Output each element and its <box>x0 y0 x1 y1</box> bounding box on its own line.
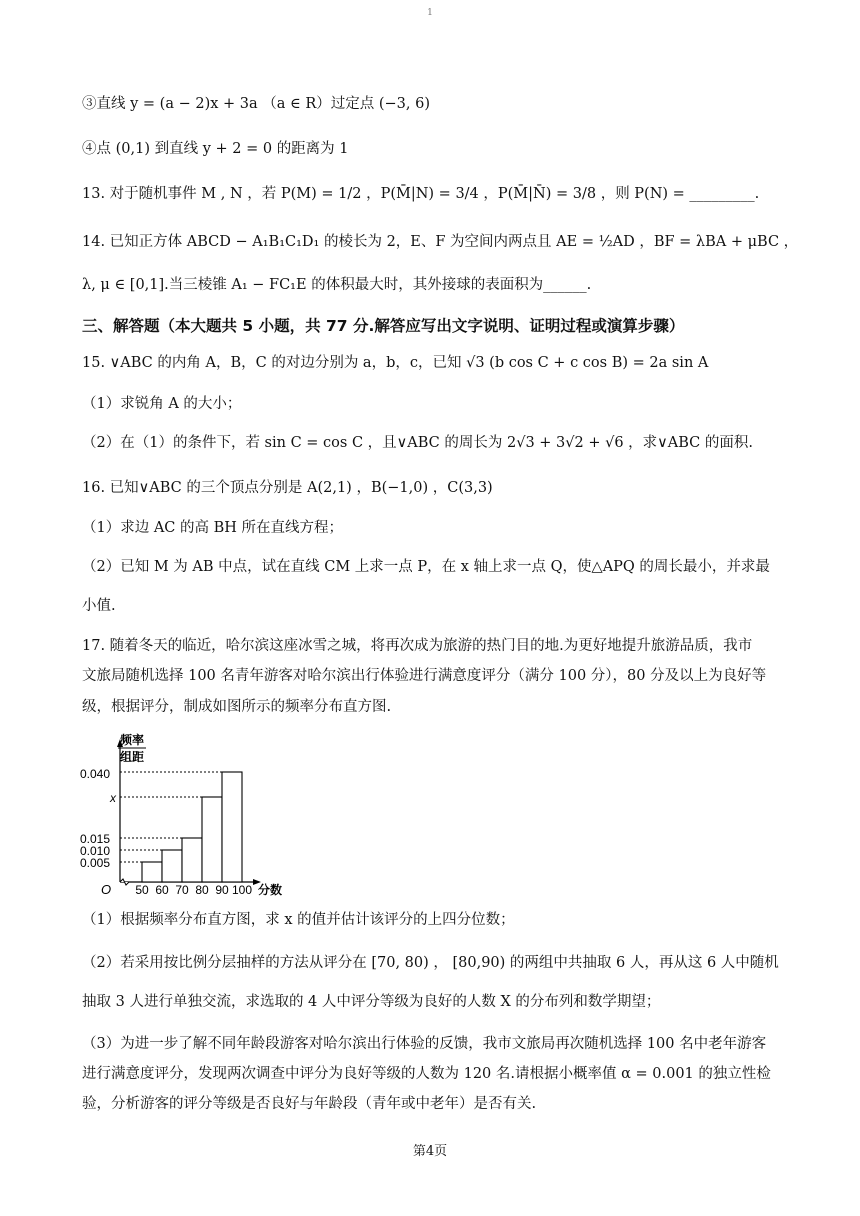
section-heading: 三、解答题（本大题共 5 小题，共 77 分.解答应写出文字说明、证明过程或演算步骤） <box>82 317 685 335</box>
question-17-part-2: （2）若采用按比例分层抽样的方法从评分在 [70, 80) ， [80,90) 的两组中共抽取 6 人，再从这 6 人中随机 <box>82 955 779 971</box>
statement-3: ③直线 y = (a − 2)x + 3a （a ∈ R）过定点 (−3, 6) <box>82 96 430 112</box>
question-15-part-1: （1）求锐角 A 的大小； <box>82 396 242 412</box>
bar-70-80 <box>182 838 202 882</box>
question-17-part-1: （1）根据频率分布直方图，求 x 的值并估计该评分的上四分位数； <box>82 912 515 928</box>
page-marker: 1 <box>427 8 433 18</box>
ytick-label-x: x <box>110 791 116 805</box>
xlabel: 分数 <box>257 883 283 897</box>
ytick-label-0.040: 0.040 <box>80 767 110 781</box>
question-17-line-3: 级，根据评分，制成如图所示的频率分布直方图. <box>82 699 392 715</box>
xtick-label-70: 70 <box>175 883 189 897</box>
origin-label: O <box>100 882 112 897</box>
ylabel-top: 频率 <box>119 733 145 747</box>
question-17-line-1: 17. 随着冬天的临近，哈尔滨这座冰雪之城，将再次成为旅游的热门目的地.为更好地提升旅游品质，我市 <box>82 638 753 654</box>
frequency-histogram <box>80 730 300 900</box>
question-17-part-3-cont-2: 验，分析游客的评分等级是否良好与年龄段（青年或中老年）是否有关. <box>82 1096 537 1112</box>
question-17-part-2-cont: 抽取 3 人进行单独交流，求选取的 4 人中评分等级为良好的人数 X 的分布列和数学期望； <box>82 994 661 1010</box>
bar-50-60 <box>142 862 162 882</box>
question-17-part-3: （3）为进一步了解不同年龄段游客对哈尔滨出行体验的反馈，我市文旅局再次随机选择 100 名中老年游客 <box>82 1036 767 1052</box>
xtick-label-50: 50 <box>135 883 149 897</box>
axis-break <box>120 879 129 885</box>
question-17-line-2: 文旅局随机选择 100 名青年游客对哈尔滨出行体验进行满意度评分（满分 100 分），80 分及以上为良好等 <box>82 668 767 684</box>
question-15-part-2: （2）在（1）的条件下，若 sin C = cos C ，且∨ABC 的周长为 2√3 + 3√2 + √6 ，求∨ABC 的面积. <box>82 435 753 451</box>
question-14-line-2: λ, μ ∈ [0,1].当三棱锥 A₁ − FC₁E 的体积最大时，其外接球的表面积为______. <box>82 277 592 293</box>
question-16-part-2: （2）已知 M 为 AB 中点，试在直线 CM 上求一点 P，在 x 轴上求一点 Q，使△APQ 的周长最小，并求最 <box>82 559 770 575</box>
xtick-label-100: 100 <box>231 883 253 897</box>
xtick-label-60: 60 <box>155 883 169 897</box>
question-13: 13. 对于随机事件 M , N ，若 P(M) = 1/2 ，P(M̄|N) = 3/4 ，P(M̄|N̄) = 3/8 ，则 P(N) = _________. <box>82 186 760 202</box>
xtick-label-80: 80 <box>195 883 209 897</box>
xtick-label-90: 90 <box>215 883 229 897</box>
bar-90-100 <box>222 772 242 882</box>
ylabel-bottom: 组距 <box>119 750 145 764</box>
ytick-label-0.005: 0.005 <box>80 856 110 870</box>
bar-60-70 <box>162 850 182 882</box>
statement-4: ④点 (0,1) 到直线 y + 2 = 0 的距离为 1 <box>82 141 349 157</box>
question-16: 16. 已知∨ABC 的三个顶点分别是 A(2,1) ，B(−1,0) ，C(3,3) <box>82 480 493 496</box>
ytick-label-0.015: 0.015 <box>80 832 110 846</box>
ytick-label-0.010: 0.010 <box>80 844 110 858</box>
page-footer: 第4页 <box>412 1144 448 1159</box>
question-16-part-1: （1）求边 AC 的高 BH 所在直线方程； <box>82 520 344 536</box>
question-17-part-3-cont-1: 进行满意度评分，发现两次调查中评分为良好等级的人数为 120 名.请根据小概率值 α = 0.001 的独立性检 <box>82 1066 771 1082</box>
question-15: 15. ∨ABC 的内角 A，B，C 的对边分别为 a，b，c，已知 √3 (b cos C + c cos B) = 2a sin A <box>82 355 709 371</box>
bar-80-90 <box>202 797 222 882</box>
question-14-line-1: 14. 已知正方体 ABCD − A₁B₁C₁D₁ 的棱长为 2，E、F 为空间内两点且 AE = ½AD ，BF = λBA + μBC ， <box>82 234 799 250</box>
histogram-bars <box>142 772 242 882</box>
question-16-part-2-cont: 小值. <box>82 598 116 614</box>
